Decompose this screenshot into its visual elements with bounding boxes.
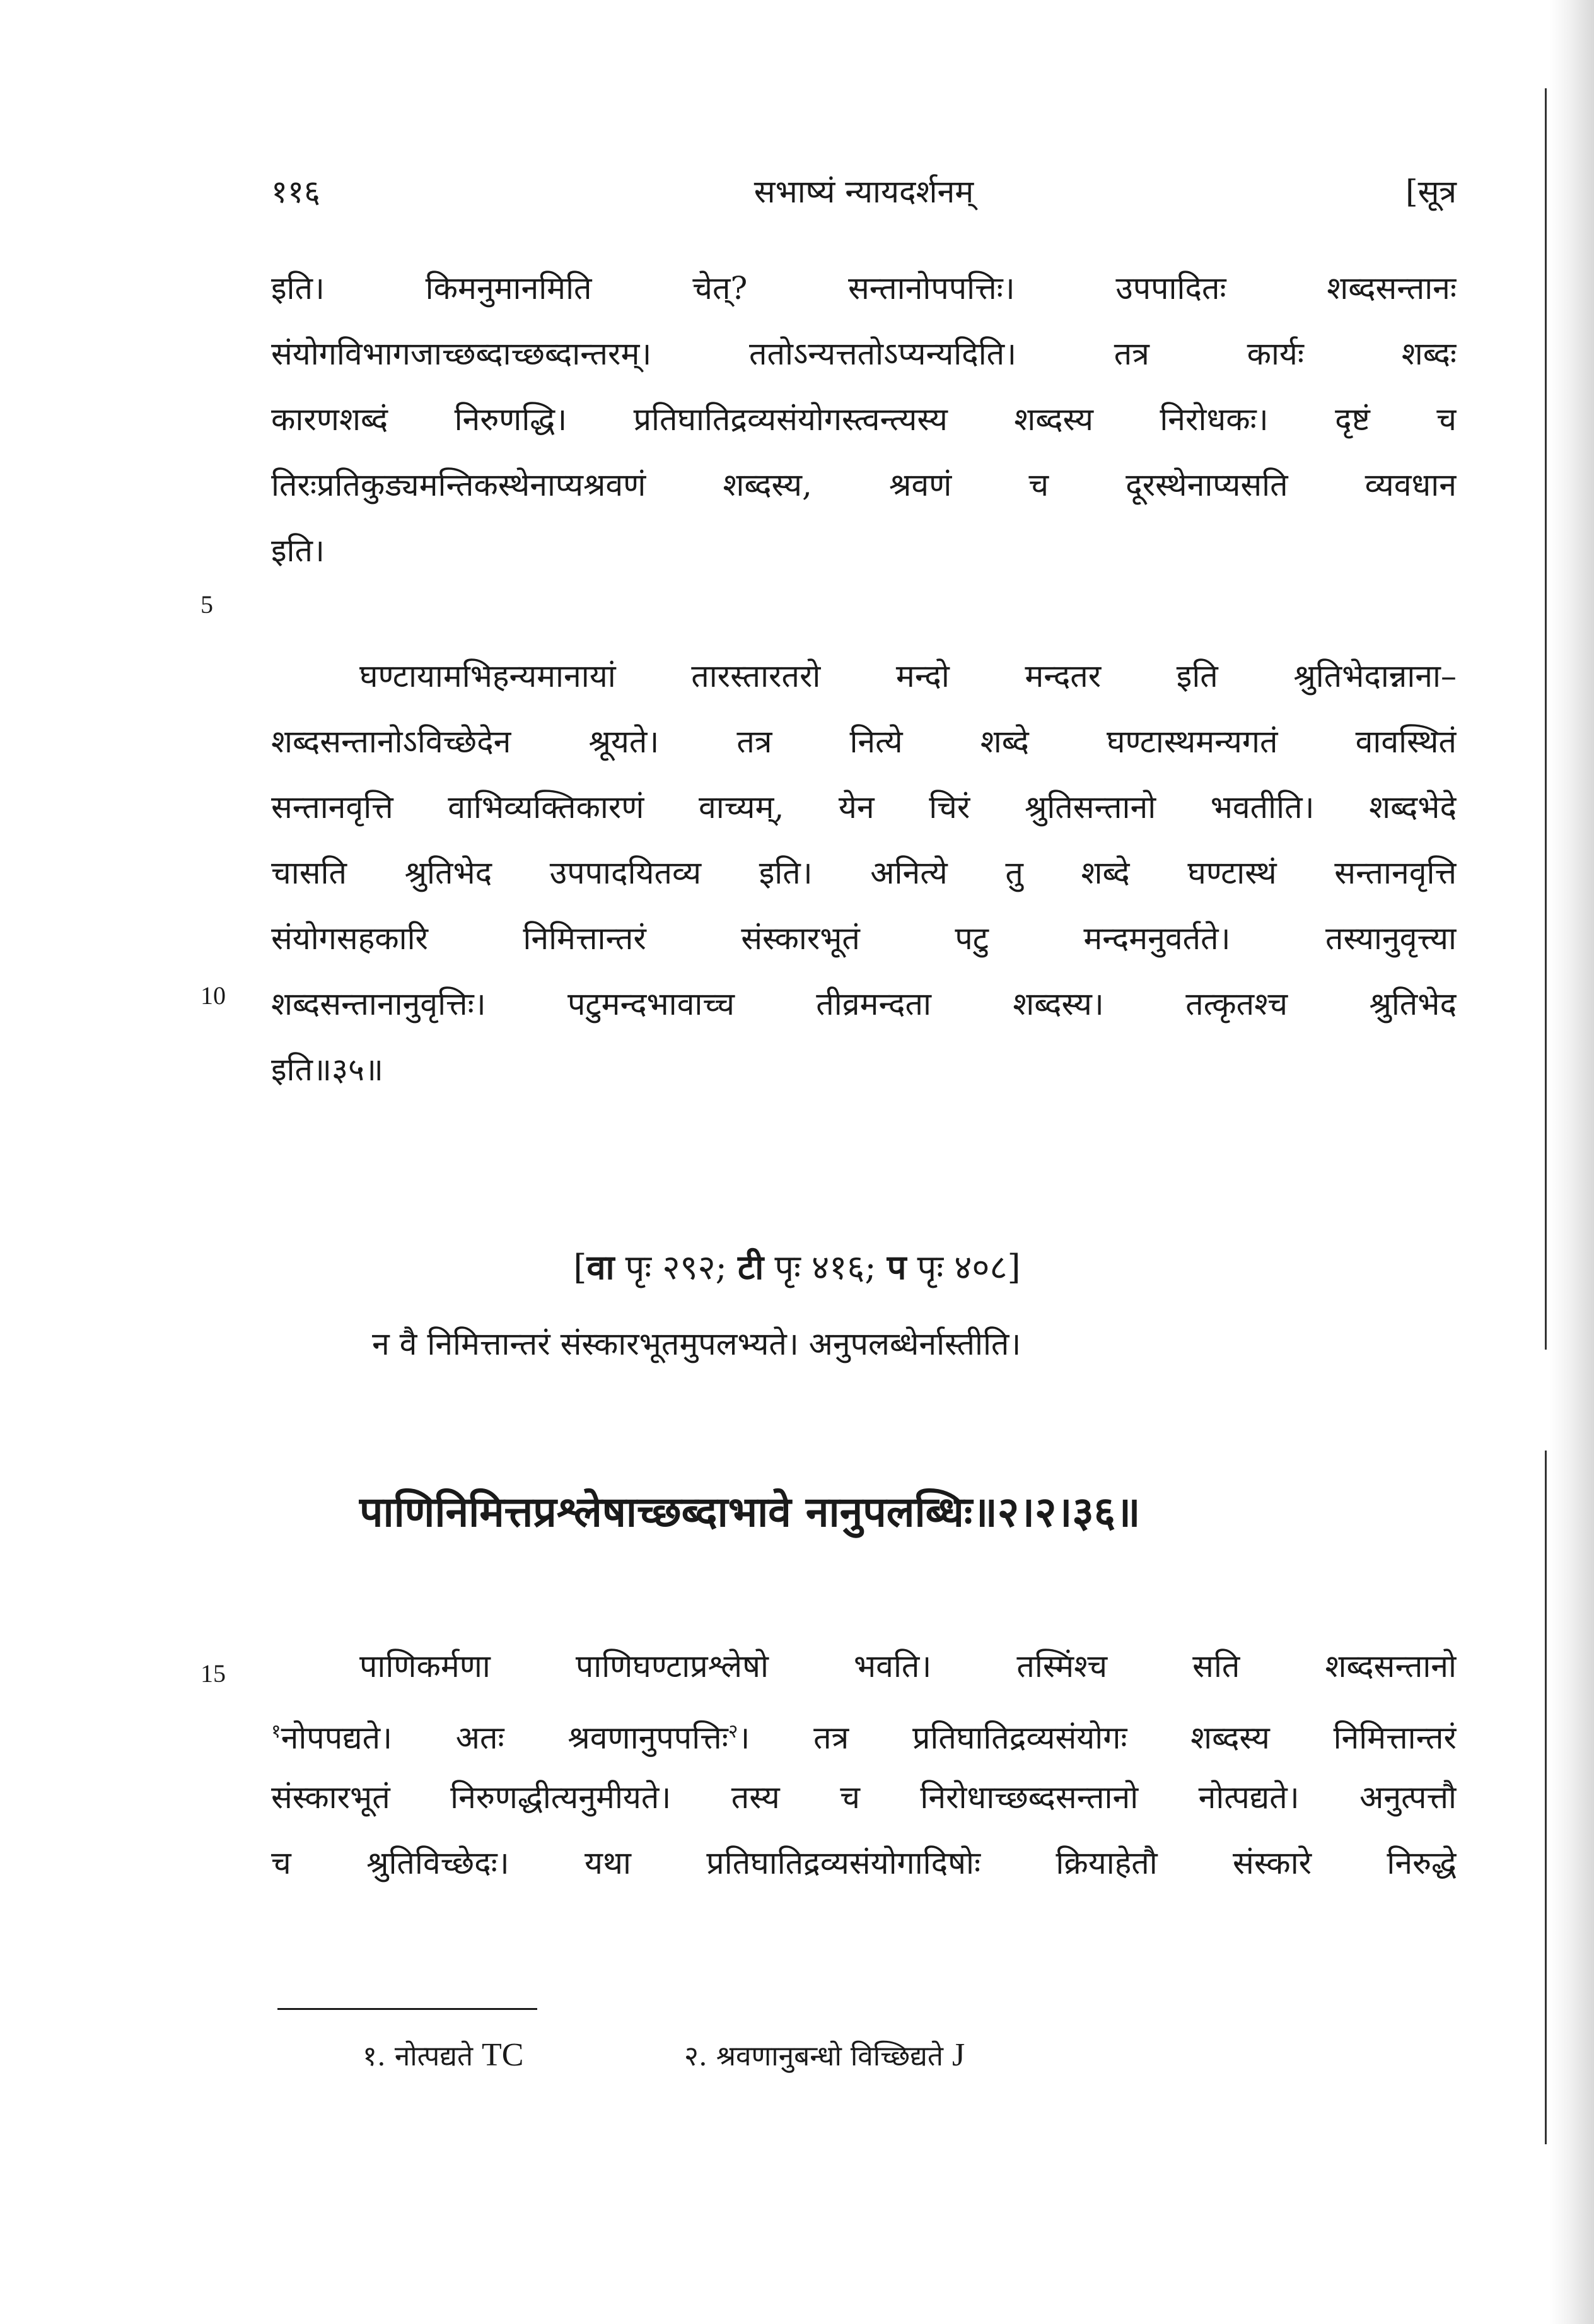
text-line: च श्रुतिविच्छेदः। यथा प्रतिघातिद्रव्यसंयोगादिषोः क्रियाहेतौ संस्कारे निरुद्धे [271, 1845, 1457, 1881]
text-line: संयोगविभागजाच्छब्दाच्छब्दान्तरम्। ततोऽन्यत्ततोऽप्यन्यदिति। तत्र कार्यः शब्दः [271, 336, 1457, 372]
footnote-rule [277, 2008, 537, 2010]
text-line: तिरःप्रतिकुड्यमन्तिकस्थेनाप्यश्रवणं शब्दस्य, श्रवणं च दूरस्थेनाप्यसति व्यवधान [271, 467, 1457, 503]
text-line: सन्तानवृत्ति वाभिव्यक्तिकारणं वाच्यम्, येन चिरं श्रुतिसन्तानो भवतीति। शब्दभेदे [271, 789, 1457, 826]
text-line: कारणशब्दं निरुणद्धि। प्रतिघातिद्रव्यसंयोगस्त्वन्त्यस्य शब्दस्य निरोधकः। दृष्टं च [271, 401, 1457, 438]
footnote-marker: २ [728, 1720, 738, 1743]
text-line: घण्टायामभिहन्यमानायां तारस्तारतरो मन्दो मन्दतर इति श्रुतिभेदान्नाना– [359, 658, 1457, 694]
text-line: $^१$नोपपद्यते। अतः श्रवणानुपपत्तिः$^२$। तत्र प्रतिघातिद्रव्यसंयोगः शब्दस्य निमित्तान्तरं [271, 1719, 1457, 1756]
running-header [271, 169, 1457, 219]
text-line: चासति श्रुतिभेद उपपादयितव्य इति। अनित्ये तु शब्दे घण्टास्थं सन्तानवृत्ति [271, 855, 1457, 891]
binding-line [1545, 88, 1547, 1350]
commentary-paragraph-2 [271, 643, 1457, 1102]
text-line: इति। किमनुमानमिति चेत्? सन्तानोपपत्तिः। उपपादितः शब्दसन्तानः [271, 270, 1457, 307]
objection-line: न वै निमित्तान्तरं संस्कारभूतमुपलभ्यते। अनुपलब्धेर्नास्तीति। [372, 1326, 1021, 1362]
text-line: संस्कारभूतं निरुणद्धीत्यनुमीयते। तस्य च निरोधाच्छब्दसन्तानो नोत्पद्यते। अनुत्पत्तौ [271, 1779, 1457, 1816]
text-line: संयोगसहकारि निमित्तान्तरं संस्कारभूतं पटु मन्दमनुवर्तते। तस्यानुवृत्त्या [271, 920, 1457, 957]
footnote-1: १. नोत्पद्यते TC [363, 2037, 524, 2073]
page-number: ११६ [271, 173, 320, 210]
sutra-heading: पाणिनिमित्तप्रश्लेषाच्छब्दाभावे नानुपलब्धिः॥२।२।३६॥ [359, 1487, 1141, 1536]
section-marker: [सूत्र [1405, 173, 1457, 210]
book-title: सभाष्यं न्यायदर्शनम् [753, 173, 974, 210]
text-line: शब्दसन्तानोऽविच्छेदेन श्रूयते। तत्र नित्ये शब्दे घण्टास्थमन्यगतं वावस्थितं [271, 723, 1457, 760]
cross-reference: [वा पृः २९२; टी पृः ४१६; प पृः ४०८] [573, 1247, 1021, 1287]
text-line: शब्दसन्तानानुवृत्तिः। पटुमन्दभावाच्च तीव्रमन्दता शब्दस्य। तत्कृतश्च श्रुतिभेद [271, 986, 1457, 1022]
text-line: पाणिकर्मणा पाणिघण्टाप्रश्लेषो भवति। तस्मिंश्च सति शब्दसन्तानो [359, 1648, 1457, 1685]
footnote-marker: १ [271, 1720, 281, 1743]
binding-line [1545, 1451, 1547, 2144]
footnote-2: २. श्रवणानुबन्धो विच्छिद्यते J [684, 2037, 965, 2073]
line-number: 5 [201, 590, 213, 619]
line-number: 10 [201, 981, 226, 1010]
text-line: इति। [271, 532, 325, 569]
text-line: इति॥३५॥ [271, 1051, 383, 1088]
scanned-page-edge [1550, 0, 1594, 2324]
line-number: 15 [201, 1659, 226, 1688]
commentary-paragraph-3 [271, 1633, 1457, 1896]
commentary-paragraph-1 [271, 255, 1457, 583]
